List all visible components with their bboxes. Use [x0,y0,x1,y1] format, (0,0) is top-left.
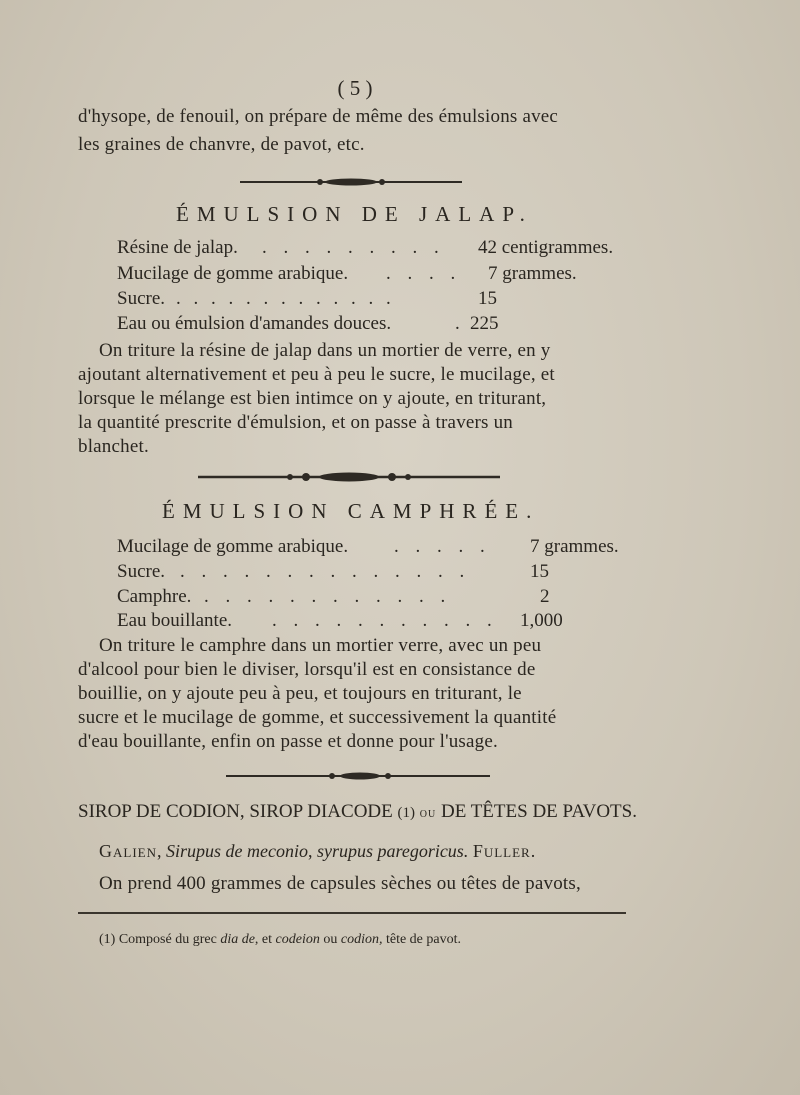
intro-line-2: les graines de chanvre, de pavot, etc. [78,134,365,155]
ornamental-divider [226,772,490,778]
footnote-italic: codion, [340,932,383,947]
heading-emulsion-camphree: ÉMULSION CAMPHRÉE. [162,499,540,523]
footnote-italic: codeion [275,932,320,947]
dot-leader: . . . . . . . . . . . [272,610,498,631]
heading-sirop-ou: ou [419,806,437,821]
ingredient-quantity: 225 [470,313,499,334]
dot-leader: . . . . . . . . . [262,237,445,258]
ingredient-name: Résine de jalap. [117,237,238,258]
ingredient-name: Sucre. [117,288,166,309]
paragraph-line: ajoutant alternativement et peu à peu le sucre, le mucilage, et [78,364,555,385]
paragraph-line: d'eau bouillante, enfin on passe et donne pour l'usage. [78,731,498,752]
paragraph-line: lorsque le mélange est bien intimce on y ajoute, en triturant, [78,388,547,409]
heading-sirop-part2: DE TÊTES DE PAVOTS. [440,801,637,822]
paragraph-line: On triture le camphre dans un mortier verre, avec un peu [99,635,542,656]
paragraph-line: On triture la résine de jalap dans un mortier de verre, en y [99,340,551,361]
ingredient-quantity: 2 [540,586,550,607]
intro-line-1: d'hysope, de fenouil, on prépare de même des émulsions avec [78,106,559,127]
ingredient-quantity: 42 centigrammes. [478,237,614,258]
ingredient-name: Sucre. [117,561,166,582]
ingredient-quantity: 15 [478,288,497,309]
ornamental-divider [240,178,462,184]
paragraph-line: On prend 400 grammes de capsules sèches ou têtes de pavots, [99,873,581,894]
heading-sirop-part1: SIROP DE CODION, SIROP DIACODE [78,801,393,822]
footnote-text: , et [254,932,273,947]
heading-emulsion-jalap: ÉMULSION DE JALAP. [176,202,533,226]
ingredient-name: Camphre. [117,586,192,607]
ingredient-quantity: 15 [530,561,549,582]
ornamental-divider [198,472,500,478]
ingredient-name: Mucilage de gomme arabique. [117,536,349,557]
paragraph-line: d'alcool pour bien le diviser, lorsqu'il est en consistance de [78,659,536,680]
footnote-number: (1) [99,932,116,947]
paragraph-line: blanchet. [78,436,149,457]
ingredient-name: Eau bouillante. [117,610,233,631]
dot-leader: . . . . . . . . . . . . [204,586,452,607]
author-galien: Galien [99,841,157,861]
latin-name-1: Sirupus de meconio [166,841,308,861]
ingredient-quantity: 7 grammes. [488,263,577,284]
heading-sirop [78,801,637,823]
dot-leader: . . . . . . . . . . . . . [176,288,395,309]
footnote-text: Composé du grec [118,932,217,947]
paragraph-line: la quantité prescrite d'émulsion, et on passe à travers un [78,412,513,433]
dot-leader: . . . . . . . . . . . . . . [180,561,471,582]
paragraph-line: bouillie, on y ajoute peu à peu, et toujours en triturant, le [78,683,522,704]
ingredient-quantity: 7 grammes. [530,536,619,557]
ingredient-name: Mucilage de gomme arabique. [117,263,349,284]
dot-leader: . [455,313,460,334]
footnote [99,932,461,948]
ingredient-quantity: 1,000 [520,610,563,631]
dot-leader: . . . . . [394,536,491,557]
footnote-text: ou [323,932,338,947]
attribution-line: Galien, Sirupus de meconio, syrupus paregoricus. Fuller. [99,841,537,861]
latin-name-2: syrupus paregoricus. [316,841,469,861]
footnote-italic: dia de [220,932,255,947]
ingredient-name: Eau ou émulsion d'amandes douces. [117,313,392,334]
paragraph-line: sucre et le mucilage de gomme, et successivement la quantité [78,707,557,728]
dot-leader: . . . . [386,263,462,284]
footnote-text: tête de pavot. [385,932,461,947]
page-number: ( 5 ) [337,76,373,100]
footnote-rule [78,912,626,914]
author-fuller: Fuller. [472,841,537,861]
footnote-reference: (1) [397,805,416,821]
